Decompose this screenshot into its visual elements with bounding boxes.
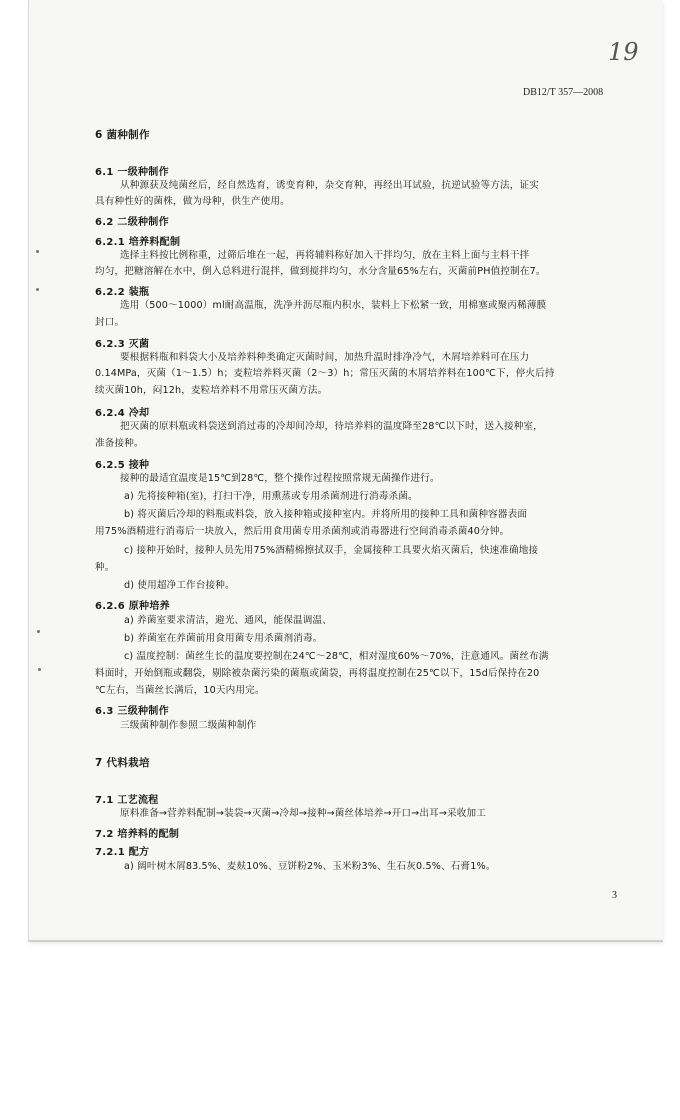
paragraph-line: 把灭菌的原料瓶或料袋送到消过毒的冷却间冷却，待培养料的温度降至28℃以下时，送入接种室，: [120, 421, 543, 432]
section-7-1-title: 7.1 工艺流程: [95, 795, 159, 806]
paragraph-line: 具有种性好的菌株，做为母种，供生产使用。: [95, 196, 290, 207]
paragraph-line: 均匀，把糖溶解在水中，倒入总料进行混拌，做到搅拌均匀，水分含量65%左右，灭菌前PH值控制在7。: [95, 266, 546, 277]
process-flow-line: 原料准备→营养料配制→装袋→灭菌→冷却→接种→菌丝体培养→开口→出耳→采收加工: [120, 808, 487, 819]
list-item-c: c) 温度控制：菌丝生长的温度要控制在24℃～28℃，相对湿度60%～70%，注意通风。菌丝布满: [124, 651, 549, 662]
list-item-c-cont: ℃左右，当菌丝长满后，10天内用完。: [95, 685, 265, 696]
section-6-2-6-title: 6.2.6 原种培养: [95, 601, 170, 612]
section-6-3-title: 6.3 三级种制作: [95, 706, 169, 717]
section-6-2-title: 6.2 二级种制作: [95, 217, 169, 228]
list-item-b: b) 将灭菌后冷却的料瓶或料袋，放入接种箱或接种室内。并将所用的接种工具和菌种容器表面: [124, 509, 528, 520]
scan-speck: [36, 288, 39, 291]
paragraph-line: 准备接种。: [95, 438, 144, 449]
paragraph-line: 从种源获及纯菌丝后，经自然选育，诱变育种，杂交育种，再经出耳试验，抗逆试验等方法，证实: [120, 180, 539, 191]
paragraph-line: 接种的最适宜温度是15℃到28℃，整个操作过程按照常规无菌操作进行。: [120, 473, 440, 484]
section-7-title: 7 代料栽培: [95, 757, 150, 769]
page-number: 3: [612, 890, 617, 901]
paragraph-line: 要根据料瓶和料袋大小及培养料种类确定灭菌时间，加热升温时排净冷气，木屑培养料可在压力: [120, 352, 530, 363]
scan-speck: [38, 668, 41, 671]
scan-speck: [37, 630, 40, 633]
paragraph-line: 选用（500～1000）ml耐高温瓶，洗净并沥尽瓶内积水，装料上下松紧一致，用棉塞或聚丙稀薄膜: [120, 300, 547, 311]
list-item-c-cont: 料面时，开始倒瓶或翻袋，剔除被杂菌污染的菌瓶或菌袋，再将温度控制在25℃以下，15d后保持在20: [95, 668, 540, 679]
list-item-b-cont: 用75%酒精进行消毒后一块放入，然后用食用菌专用杀菌剂或消毒器进行空间消毒杀菌40分钟。: [95, 526, 510, 537]
paragraph-line: 封口。: [95, 317, 125, 328]
scan-speck: [36, 250, 39, 253]
list-item-c: c) 接种开始时，接种人员先用75%酒精棉擦拭双手，金属接种工具要火焰灭菌后，快速准确地接: [124, 545, 539, 556]
section-6-title: 6 菌种制作: [95, 129, 150, 141]
list-item-d: d) 使用超净工作台接种。: [124, 580, 235, 591]
paragraph-line: 选择主料按比例称重，过筛后堆在一起，再将辅料称好加入干拌均匀，放在主料上面与主料干拌: [120, 250, 530, 261]
section-6-2-3-title: 6.2.3 灭菌: [95, 339, 150, 350]
paragraph-line: 0.14MPa，灭菌（1～1.5）h；麦粒培养料灭菌（2～3）h；常压灭菌的木屑培养料在100℃下，停火后持: [95, 368, 555, 379]
paragraph-line: 三级菌种制作参照二级菌种制作: [120, 720, 257, 731]
section-6-2-4-title: 6.2.4 冷却: [95, 408, 150, 419]
list-item-a: a) 阔叶树木屑83.5%、麦麸10%、豆饼粉2%、玉米粉3%、生石灰0.5%、石膏1%。: [124, 861, 496, 872]
section-6-2-5-title: 6.2.5 接种: [95, 460, 150, 471]
standard-number: DB12/T 357—2008: [523, 87, 604, 98]
paragraph-line: 续灭菌10h，闷12h，麦粒培养料不用常压灭菌方法。: [95, 385, 328, 396]
section-6-1-title: 6.1 一级种制作: [95, 167, 169, 178]
list-item-a: a) 养菌室要求清洁，避光、通风，能保温调温、: [124, 615, 332, 626]
list-item-b: b) 养菌室在养菌前用食用菌专用杀菌剂消毒。: [124, 633, 323, 644]
handwritten-page-mark: 19: [608, 38, 639, 66]
section-7-2-1-title: 7.2.1 配方: [95, 847, 150, 858]
section-6-2-2-title: 6.2.2 装瓶: [95, 287, 150, 298]
list-item-c-cont: 种。: [95, 562, 115, 573]
section-6-2-1-title: 6.2.1 培养料配制: [95, 237, 181, 248]
section-7-2-title: 7.2 培养料的配制: [95, 829, 180, 840]
list-item-a: a) 先将接种箱(室)，打扫干净，用熏蒸或专用杀菌剂进行消毒杀菌。: [124, 491, 418, 502]
